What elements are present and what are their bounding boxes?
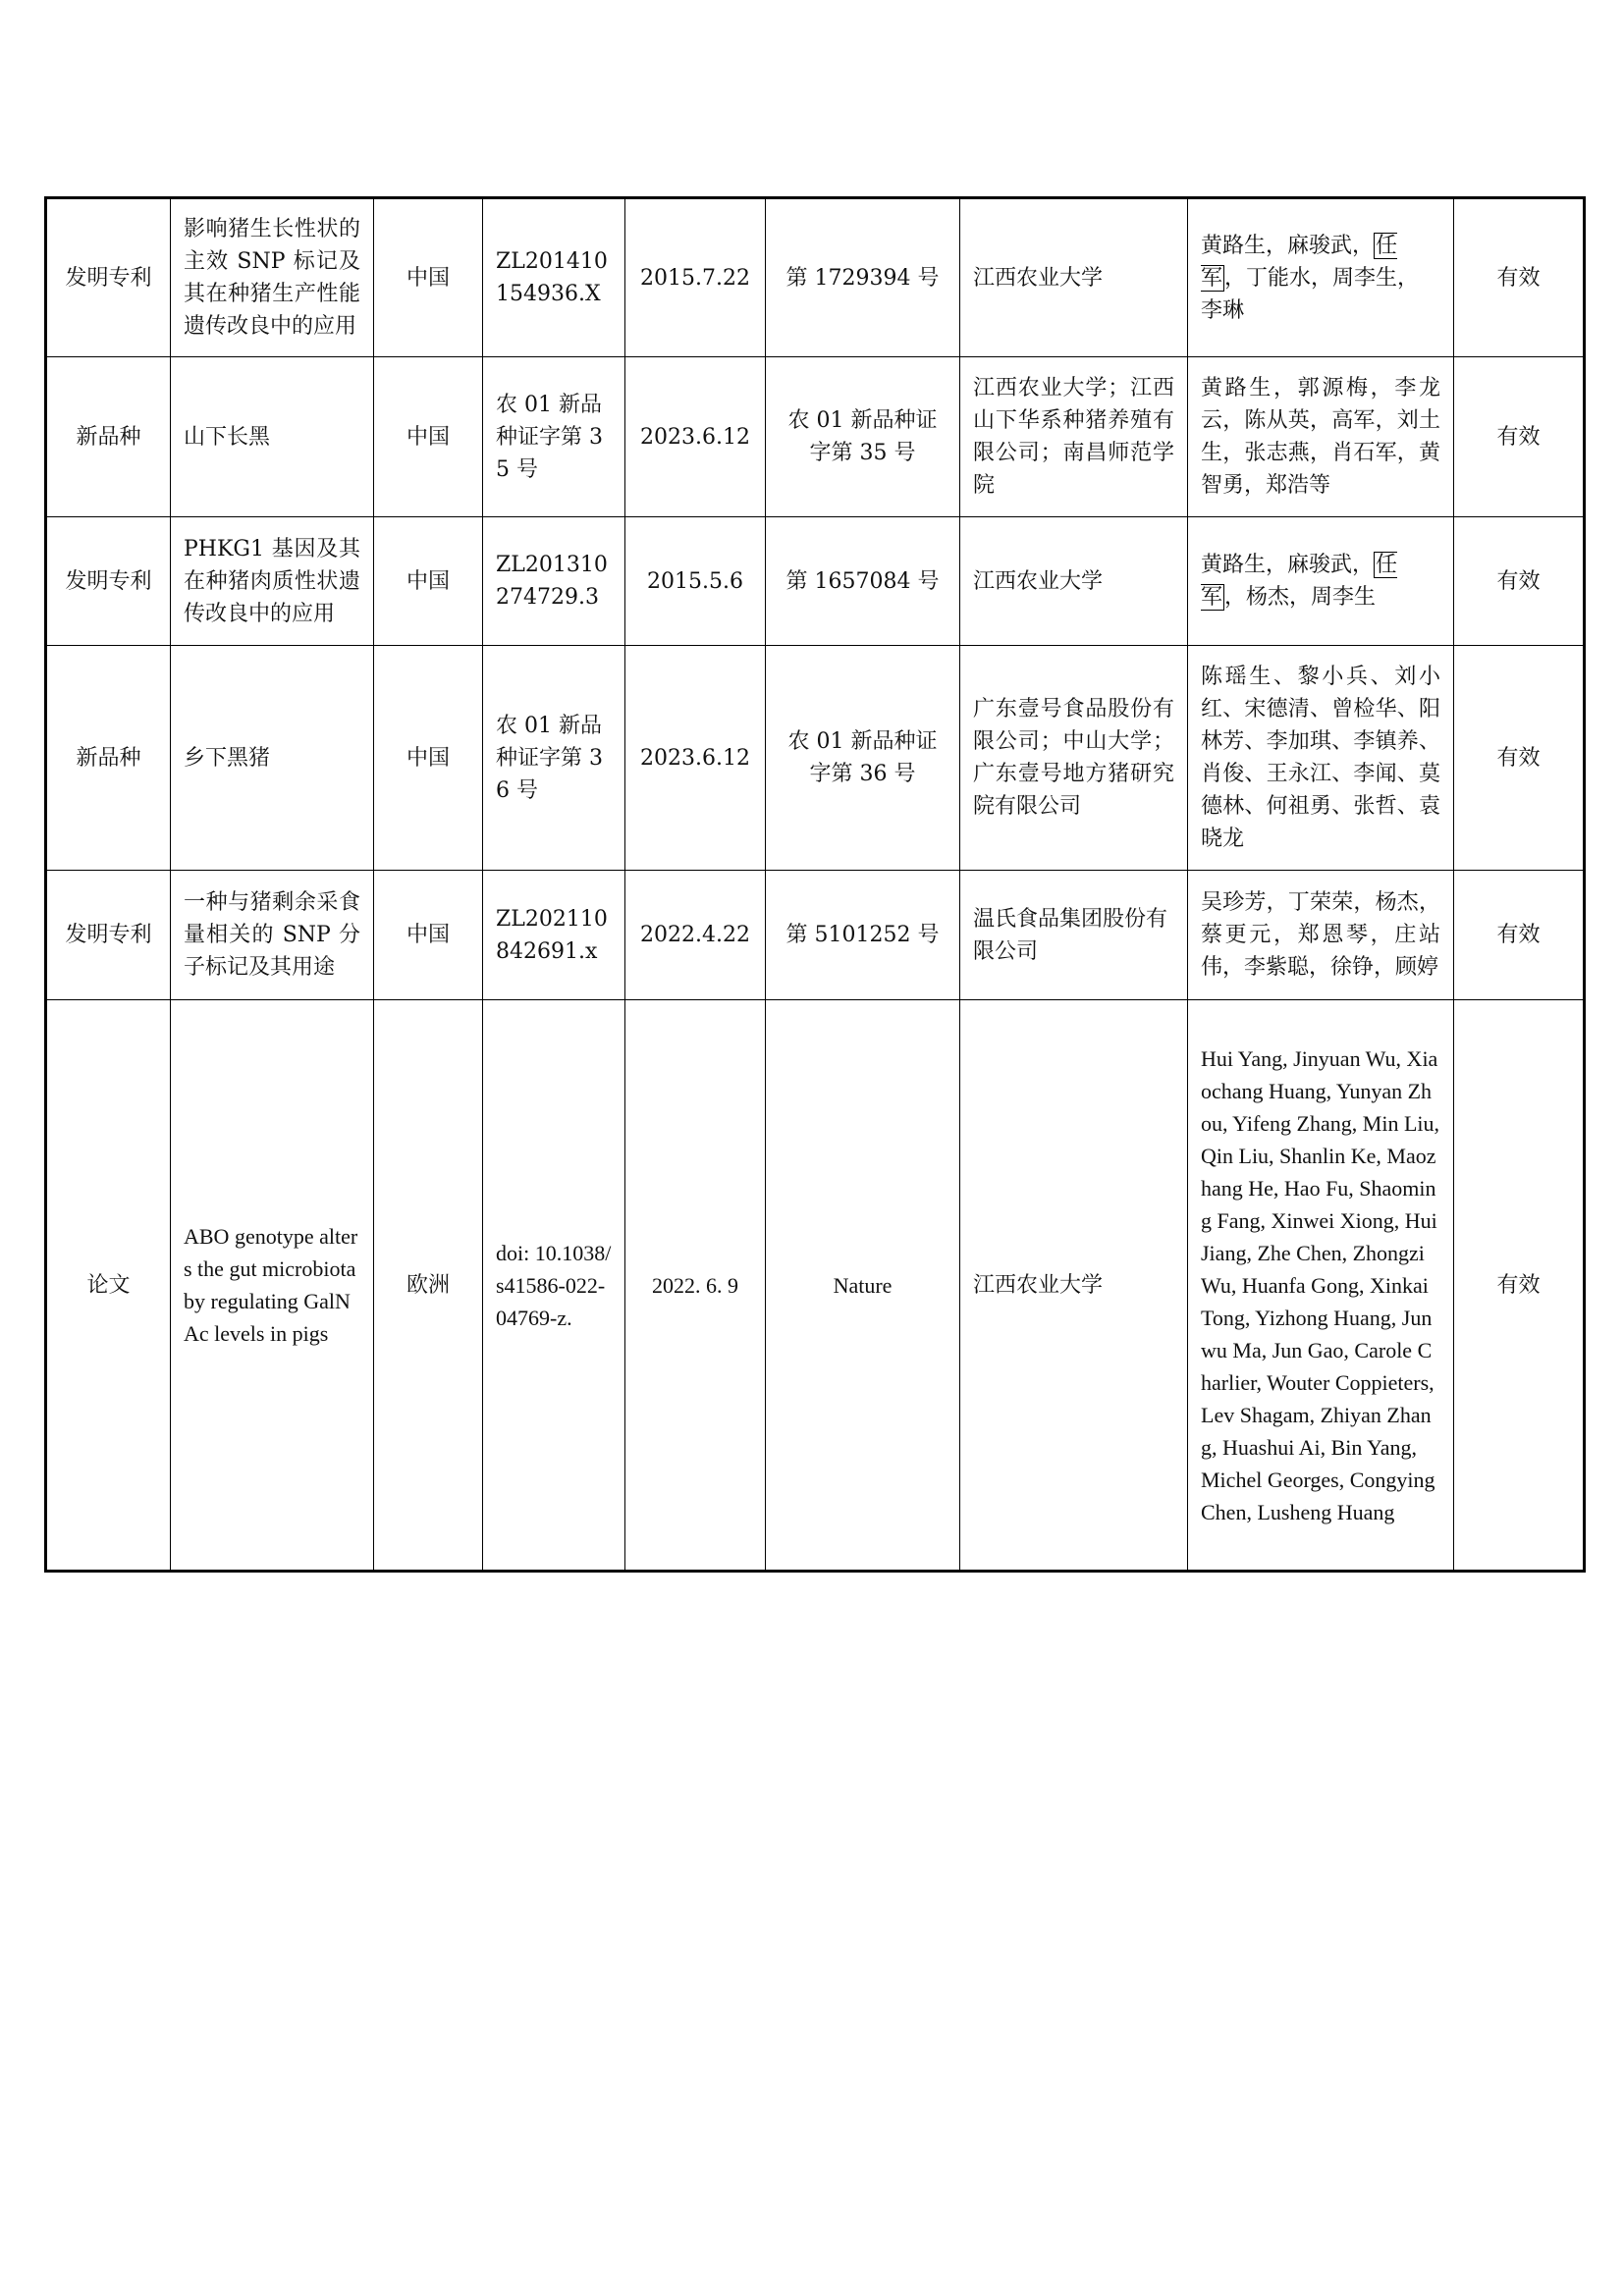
achievements-table bbox=[44, 196, 1586, 1573]
date-cell: 2022.4.22 bbox=[625, 871, 766, 1000]
cert-cell: 第 5101252 号 bbox=[766, 871, 960, 1000]
type-cell: 发明专利 bbox=[46, 517, 171, 646]
date-cell: 2022. 6. 9 bbox=[625, 1000, 766, 1572]
authors-cell bbox=[1188, 517, 1454, 646]
title-cell: PHKG1 基因及其在种猪肉质性状遗传改良中的应用 bbox=[171, 517, 374, 646]
cert-cell: 农 01 新品种证字第 36 号 bbox=[766, 646, 960, 871]
highlighted-author: 任军 bbox=[1201, 233, 1398, 291]
title-cell: ABO genotype alters the gut microbiota by regulating GalNAc levels in pigs bbox=[171, 1000, 374, 1572]
authors-cell: Hui Yang, Jinyuan Wu, Xiaochang Huang, Yunyan Zhou, Yifeng Zhang, Min Liu, Qin Liu, Shanlin Ke, Maozhang He, Hao Fu, Shaoming Fang, Xinwei Xiong, Hui Jiang, Zhe Chen, Zhongzi Wu, Huanfa Gong, Xinkai Tong, Yizhong Huang, Junwu Ma, Jun Gao, Carole Charlier, Wouter Coppieters, Lev Shagam, Zhiyan Zhang, Huashui Ai, Bin Yang, Michel Georges, Congying Chen, Lusheng Huang bbox=[1188, 1000, 1454, 1572]
country-cell: 中国 bbox=[374, 871, 483, 1000]
authors-cell bbox=[1188, 198, 1454, 357]
cert-cell: Nature bbox=[766, 1000, 960, 1572]
authors-text: 黄路生，麻骏武， bbox=[1201, 233, 1375, 258]
date-cell: 2015.7.22 bbox=[625, 198, 766, 357]
title-cell: 影响猪生长性状的主效 SNP 标记及其在种猪生产性能遗传改良中的应用 bbox=[171, 198, 374, 357]
title-cell: 山下长黑 bbox=[171, 357, 374, 517]
table-row bbox=[46, 646, 1585, 871]
date-cell: 2023.6.12 bbox=[625, 646, 766, 871]
type-cell: 新品种 bbox=[46, 357, 171, 517]
country-cell: 欧洲 bbox=[374, 1000, 483, 1572]
table-row bbox=[46, 517, 1585, 646]
title-cell: 乡下黑猪 bbox=[171, 646, 374, 871]
holder-cell: 江西农业大学 bbox=[960, 517, 1188, 646]
status-cell: 有效 bbox=[1454, 357, 1585, 517]
holder-cell: 江西农业大学；江西山下华系种猪养殖有限公司；南昌师范学院 bbox=[960, 357, 1188, 517]
cert-cell: 第 1729394 号 bbox=[766, 198, 960, 357]
date-cell: 2015.5.6 bbox=[625, 517, 766, 646]
status-cell: 有效 bbox=[1454, 871, 1585, 1000]
type-cell: 新品种 bbox=[46, 646, 171, 871]
highlighted-author: 任军 bbox=[1201, 553, 1398, 610]
number-cell: 农 01 新品种证字第 35 号 bbox=[483, 357, 625, 517]
type-cell: 发明专利 bbox=[46, 871, 171, 1000]
number-cell: ZL201310274729.3 bbox=[483, 517, 625, 646]
table-row bbox=[46, 357, 1585, 517]
country-cell: 中国 bbox=[374, 357, 483, 517]
country-cell: 中国 bbox=[374, 198, 483, 357]
country-cell: 中国 bbox=[374, 517, 483, 646]
holder-cell: 温氏食品集团股份有限公司 bbox=[960, 871, 1188, 1000]
status-cell: 有效 bbox=[1454, 646, 1585, 871]
authors-cell: 吴珍芳，丁荣荣，杨杰，蔡更元，郑恩琴，庄站伟，李紫聪，徐铮，顾婷 bbox=[1188, 871, 1454, 1000]
holder-cell: 江西农业大学 bbox=[960, 198, 1188, 357]
table-row bbox=[46, 871, 1585, 1000]
number-cell: ZL202110842691.x bbox=[483, 871, 625, 1000]
number-cell: doi: 10.1038/s41586-022-04769-z. bbox=[483, 1000, 625, 1572]
table-row bbox=[46, 198, 1585, 357]
title-cell: 一种与猪剩余采食量相关的 SNP 分子标记及其用途 bbox=[171, 871, 374, 1000]
holder-cell: 广东壹号食品股份有限公司；中山大学；广东壹号地方猪研究院有限公司 bbox=[960, 646, 1188, 871]
authors-cell: 黄路生，郭源梅，李龙云，陈从英，高军，刘土生，张志燕，肖石军，黄智勇，郑浩等 bbox=[1188, 357, 1454, 517]
type-cell: 论文 bbox=[46, 1000, 171, 1572]
country-cell: 中国 bbox=[374, 646, 483, 871]
status-cell: 有效 bbox=[1454, 517, 1585, 646]
holder-cell: 江西农业大学 bbox=[960, 1000, 1188, 1572]
cert-cell: 农 01 新品种证字第 35 号 bbox=[766, 357, 960, 517]
status-cell: 有效 bbox=[1454, 198, 1585, 357]
cert-cell: 第 1657084 号 bbox=[766, 517, 960, 646]
number-cell: 农 01 新品种证字第 36 号 bbox=[483, 646, 625, 871]
table-row bbox=[46, 1000, 1585, 1572]
authors-text: ，杨杰，周李生 bbox=[1224, 585, 1377, 610]
authors-text: 黄路生，麻骏武， bbox=[1201, 553, 1375, 577]
date-cell: 2023.6.12 bbox=[625, 357, 766, 517]
type-cell: 发明专利 bbox=[46, 198, 171, 357]
status-cell: 有效 bbox=[1454, 1000, 1585, 1572]
number-cell: ZL201410154936.X bbox=[483, 198, 625, 357]
authors-text: ，丁能水，周李生，李琳 bbox=[1201, 265, 1420, 323]
authors-cell: 陈瑶生、黎小兵、刘小红、宋德清、曾检华、阳林芳、李加琪、李镇养、肖俊、王永江、李闻、莫德林、何祖勇、张哲、袁晓龙 bbox=[1188, 646, 1454, 871]
